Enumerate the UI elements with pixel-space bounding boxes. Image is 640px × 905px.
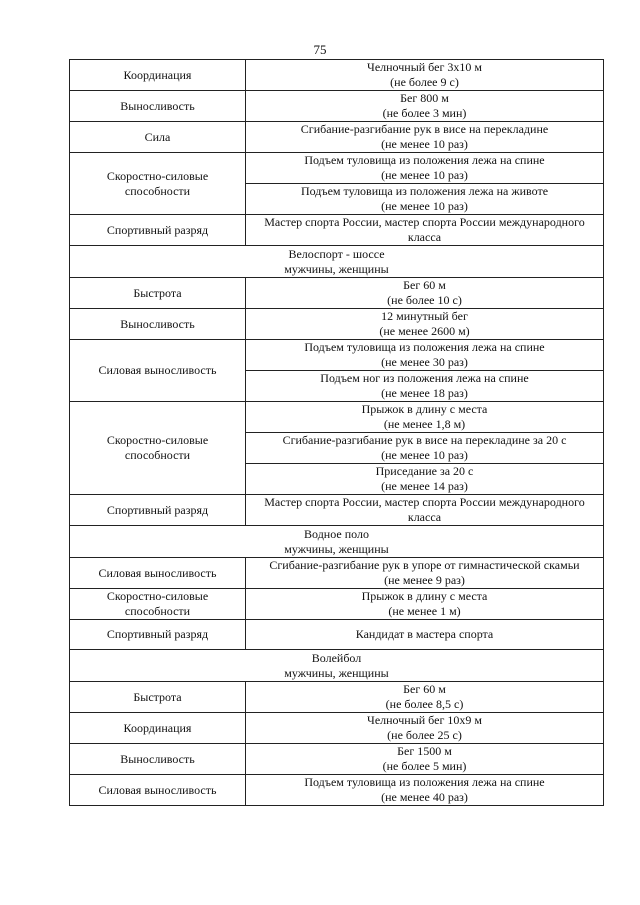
quality-cell: Спортивный разряд: [70, 215, 246, 246]
test-cell: [246, 744, 604, 775]
quality-cell: Силовая выносливость: [70, 775, 246, 806]
test-cell: [246, 184, 604, 215]
test-name: Подъем туловища из положения лежа на спине: [304, 775, 545, 789]
table-row: [70, 589, 604, 620]
test-cell: [246, 495, 604, 526]
quality-cell: Выносливость: [70, 91, 246, 122]
table-row: [70, 309, 604, 340]
gender-group: мужчины, женщины: [284, 665, 389, 680]
test-cell: [246, 620, 604, 650]
test-name: Прыжок в длину с места: [361, 402, 488, 416]
quality-cell: Координация: [70, 60, 246, 91]
test-norm: (не более 8,5 с): [385, 697, 464, 711]
test-cell: [246, 433, 604, 464]
test-name: Мастер спорта России, мастер спорта России международного класса: [264, 215, 585, 244]
table-row: [70, 682, 604, 713]
table-row: [70, 60, 604, 91]
test-norm: (не менее 2600 м): [379, 324, 470, 338]
gender-group: мужчины, женщины: [284, 261, 389, 276]
section-row: [70, 650, 604, 682]
test-norm: (не менее 1,8 м): [383, 417, 466, 431]
test-name: Подъем туловища из положения лежа на спине: [304, 340, 545, 354]
test-cell: [246, 91, 604, 122]
test-cell: [246, 682, 604, 713]
test-norm: (не менее 1 м): [388, 604, 461, 618]
quality-cell: Выносливость: [70, 744, 246, 775]
sport-name: Велоспорт - шоссе: [288, 246, 385, 261]
test-name: Сгибание-разгибание рук в упоре от гимнастической скамьи: [269, 558, 580, 572]
test-norm: (не более 5 мин): [382, 759, 467, 773]
quality-cell: Спортивный разряд: [70, 620, 246, 650]
test-name: Сгибание-разгибание рук в висе на перекладине: [300, 122, 549, 136]
quality-cell: Сила: [70, 122, 246, 153]
test-name: Кандидат в мастера спорта: [355, 627, 494, 641]
table-row: [70, 620, 604, 650]
test-norm: (не менее 10 раз): [381, 137, 468, 151]
quality-cell: Скоростно-силовые способности: [70, 153, 246, 215]
table-row: [70, 153, 604, 184]
section-row: [70, 246, 604, 278]
test-cell: [246, 371, 604, 402]
test-norm: (не более 10 с): [387, 293, 462, 307]
table-row: [70, 278, 604, 309]
test-name: Бег 800 м: [400, 91, 449, 105]
test-norm: (не менее 18 раз): [381, 386, 468, 400]
table-row: [70, 91, 604, 122]
table-row: [70, 744, 604, 775]
test-norm: (не менее 10 раз): [381, 168, 468, 182]
test-name: Прыжок в длину с места: [361, 589, 488, 603]
quality-cell: Быстрота: [70, 278, 246, 309]
test-cell: [246, 713, 604, 744]
section-heading: [70, 650, 604, 682]
table-row: [70, 495, 604, 526]
sport-name: Волейбол: [311, 650, 362, 665]
section-heading: [70, 526, 604, 558]
test-norm: (не менее 9 раз): [384, 573, 465, 587]
test-cell: [246, 589, 604, 620]
test-name: Бег 1500 м: [397, 744, 452, 758]
section-heading: [70, 246, 604, 278]
test-norm: (не более 9 с): [390, 75, 459, 89]
table-row: [70, 558, 604, 589]
test-name: Подъем туловища из положения лежа на спине: [304, 153, 545, 167]
test-norm: (не менее 40 раз): [381, 790, 468, 804]
test-norm: (не более 3 мин): [382, 106, 467, 120]
test-cell: [246, 215, 604, 246]
test-cell: [246, 278, 604, 309]
test-cell: [246, 464, 604, 495]
test-cell: [246, 402, 604, 433]
test-name: 12 минутный бег: [381, 309, 468, 323]
test-cell: [246, 309, 604, 340]
test-cell: [246, 122, 604, 153]
test-cell: [246, 340, 604, 371]
test-name: Подъем туловища из положения лежа на животе: [300, 184, 549, 198]
test-name: Челночный бег 3х10 м: [367, 60, 482, 74]
test-cell: [246, 775, 604, 806]
standards-table: [69, 59, 604, 806]
test-name: Бег 60 м: [403, 682, 446, 696]
quality-cell: Координация: [70, 713, 246, 744]
quality-cell: Скоростно-силовые способности: [70, 589, 246, 620]
test-name: Бег 60 м: [403, 278, 446, 292]
page-number: 75: [313, 42, 327, 57]
section-row: [70, 526, 604, 558]
test-cell: [246, 153, 604, 184]
test-cell: [246, 60, 604, 91]
quality-cell: Силовая выносливость: [70, 340, 246, 402]
test-norm: (не более 25 с): [387, 728, 462, 742]
table-row: [70, 775, 604, 806]
test-norm: (не менее 10 раз): [381, 448, 468, 462]
table-row: [70, 215, 604, 246]
test-name: Мастер спорта России, мастер спорта России международного класса: [264, 495, 585, 524]
quality-cell: Быстрота: [70, 682, 246, 713]
gender-group: мужчины, женщины: [284, 541, 389, 556]
test-norm: (не менее 30 раз): [381, 355, 468, 369]
quality-cell: Выносливость: [70, 309, 246, 340]
test-name: Подъем ног из положения лежа на спине: [320, 371, 529, 385]
test-name: Приседание за 20 с: [375, 464, 474, 478]
test-name: Челночный бег 10х9 м: [367, 713, 482, 727]
sport-name: Водное поло: [304, 526, 369, 541]
test-norm: (не менее 14 раз): [381, 479, 468, 493]
test-norm: (не менее 10 раз): [381, 199, 468, 213]
table-row: [70, 122, 604, 153]
test-cell: [246, 558, 604, 589]
table-row: [70, 340, 604, 371]
table-row: [70, 402, 604, 433]
quality-cell: Силовая выносливость: [70, 558, 246, 589]
test-name: Сгибание-разгибание рук в висе на перекладине за 20 с: [282, 433, 567, 447]
quality-cell: Спортивный разряд: [70, 495, 246, 526]
quality-cell: Скоростно-силовые способности: [70, 402, 246, 495]
table-row: [70, 713, 604, 744]
